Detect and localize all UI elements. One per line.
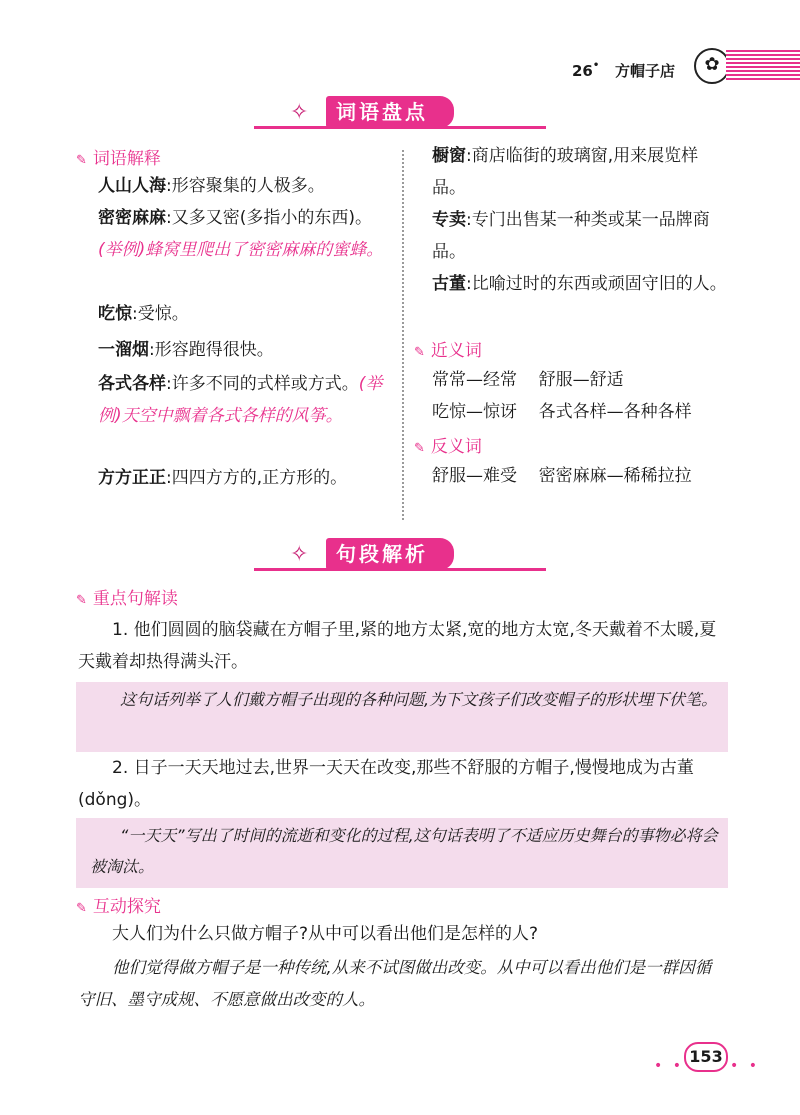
analysis-box: “一天天”写出了时间的流逝和变化的过程,这句话表明了不适应历史舞台的事物必将会被淘汰。: [76, 818, 728, 888]
lesson-number: 26: [572, 62, 593, 80]
subheading-antonyms: ✎ 反义词: [414, 437, 482, 457]
pencil-icon: ✎: [414, 441, 425, 456]
page-number: 153: [684, 1042, 728, 1072]
antonym-pair: 舒服—难受: [432, 466, 517, 486]
analysis-box: 这句话列举了人们戴方帽子出现的各种问题,为下文孩子们改变帽子的形状埋下伏笔。: [76, 682, 728, 752]
key-sentence: 1. 他们圆圆的脑袋藏在方帽子里,紧的地方太紧,宽的地方太宽,冬天戴着不太暖,夏天戴着却热得满头汗。: [78, 620, 717, 672]
synonym-pair: 各式各样—各种各样: [538, 402, 692, 422]
pencil-icon: ✎: [76, 593, 87, 608]
example-text: (举例)蜂窝里爬出了密密麻麻的蜜蜂。: [98, 240, 384, 260]
vocab-entry: 吃惊:受惊。: [98, 304, 189, 324]
section-banner-vocab: [254, 96, 546, 132]
lesson-header: 26• 方帽子店: [572, 60, 675, 80]
synonym-pair: 舒服—舒适: [538, 370, 624, 390]
vocab-entry: 密密麻麻:又多又密(多指小的东西)。(举例)蜂窝里爬出了密密麻麻的蜜蜂。: [98, 208, 384, 260]
mascot-icon: ✿: [694, 48, 730, 84]
example-text: (举例)天空中飘着各式各样的风筝。: [98, 374, 383, 426]
section-banner-analysis: [254, 538, 546, 574]
pencil-icon: ✎: [76, 901, 87, 916]
section-title: 句段解析: [326, 538, 454, 570]
column-divider: [402, 150, 404, 520]
vocab-entry: 橱窗:商店临街的玻璃窗,用来展览样品。: [432, 146, 699, 198]
subheading-word-explain: ✎ 词语解释: [76, 149, 161, 169]
inquiry-question: 大人们为什么只做方帽子?从中可以看出他们是怎样的人?: [112, 924, 539, 944]
antonym-pair: 密密麻麻—稀稀拉拉: [538, 466, 692, 486]
vocab-entry: 专卖:专门出售某一种类或某一品牌商品。: [432, 210, 710, 262]
key-sentence: 2. 日子一天天地过去,世界一天天在改变,那些不舒服的方帽子,慢慢地成为古董(dǒng)。: [78, 758, 694, 810]
pencil-icon: ✎: [414, 345, 425, 360]
vocab-entry: 各式各样:许多不同的式样或方式。(举例)天空中飘着各式各样的风筝。: [98, 374, 383, 426]
subheading-key-sentences: ✎ 重点句解读: [76, 589, 178, 609]
sparkle-icon: ✧: [290, 542, 309, 567]
decoration-dots: • •: [730, 1058, 760, 1074]
synonym-pair: 吃惊—惊讶: [432, 402, 517, 422]
vocab-entry: 古董:比喻过时的东西或顽固守旧的人。: [432, 274, 727, 294]
section-title: 词语盘点: [326, 96, 454, 128]
synonym-row: [432, 364, 762, 396]
pencil-icon: ✎: [76, 153, 87, 168]
sparkle-icon: ✧: [290, 100, 309, 125]
inquiry-answer: 他们觉得做方帽子是一种传统,从来不试图做出改变。从中可以看出他们是一群因循守旧、墨守成规、不愿意做出改变的人。: [78, 958, 712, 1009]
lesson-title: 方帽子店: [614, 62, 675, 80]
subheading-inquiry: ✎ 互动探究: [76, 897, 161, 917]
vocab-entry: 方方正正:四四方方的,正方形的。: [98, 468, 348, 488]
antonym-row: [432, 460, 762, 492]
synonym-row: [432, 396, 762, 428]
header-stripes: [726, 50, 800, 80]
decoration-dots: • •: [654, 1058, 684, 1074]
vocab-entry: 人山人海:形容聚集的人极多。: [98, 176, 325, 196]
subheading-synonyms: ✎ 近义词: [414, 341, 482, 361]
vocab-entry: 一溜烟:形容跑得很快。: [98, 340, 274, 360]
synonym-pair: 常常—经常: [432, 370, 517, 390]
